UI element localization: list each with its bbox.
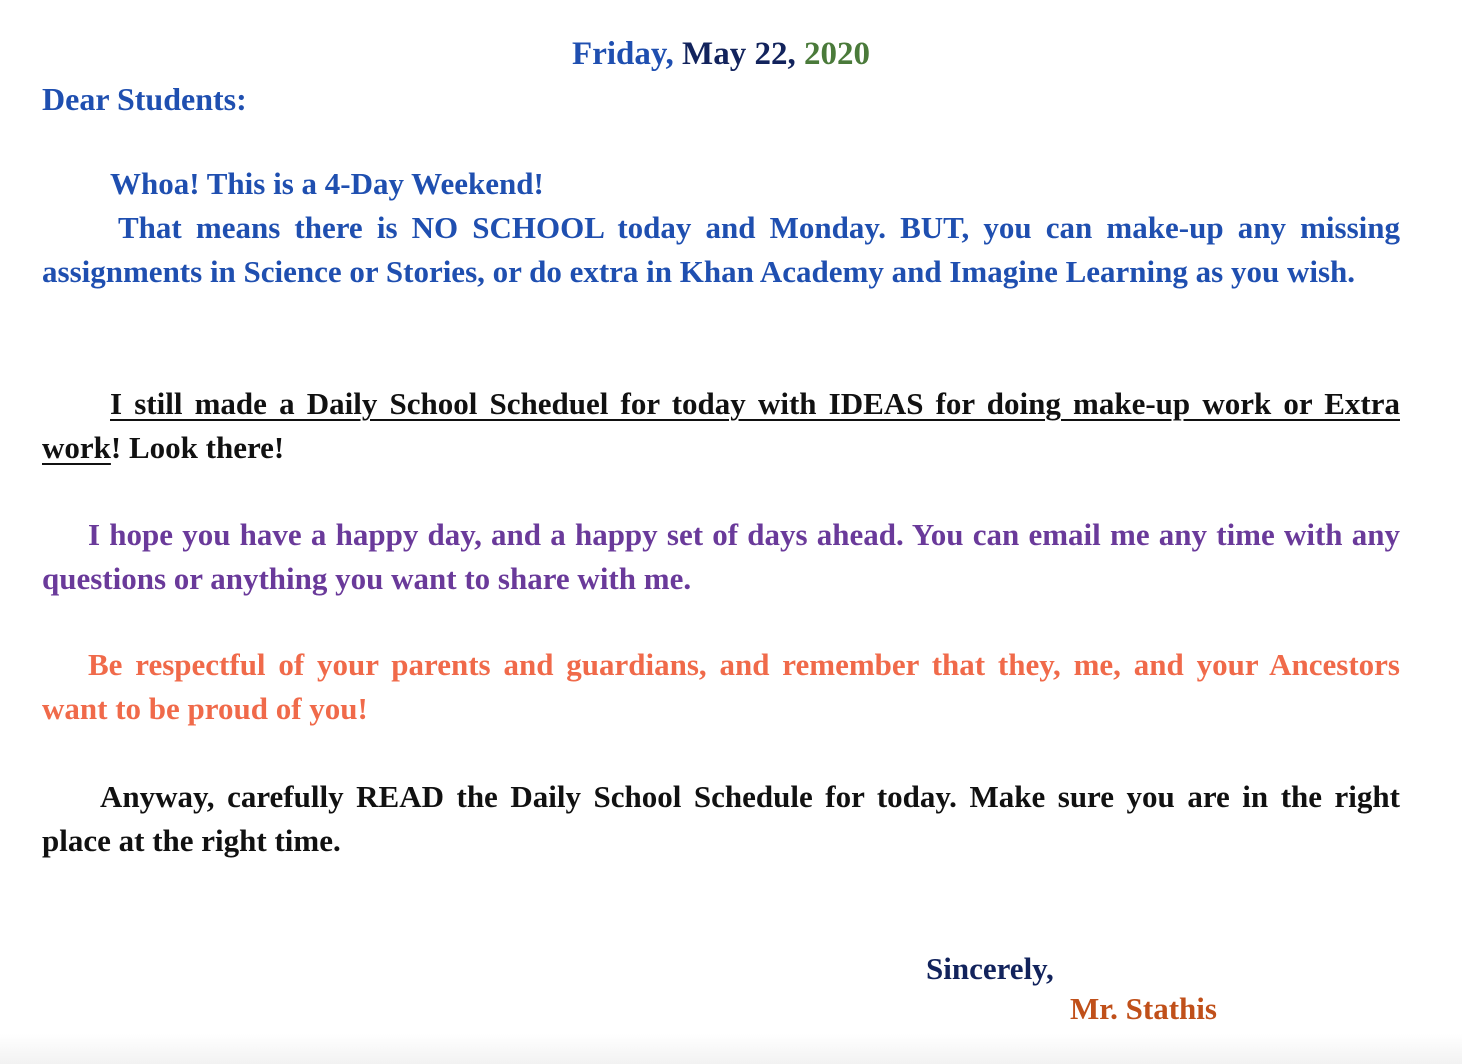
read-schedule-paragraph: Anyway, carefully READ the Daily School Schedule for today. Make sure you are in the right place at the right time. [42, 779, 1400, 858]
date-year: 2020 [803, 36, 870, 72]
schedule-underlined-text: I still made a Daily School Scheduel for today with IDEAS for doing make-up work or Extra work [42, 386, 1400, 465]
date-month-day: May 22, [673, 36, 804, 72]
no-school-paragraph: That means there is NO SCHOOL today and Monday. BUT, you can make-up any missing assignments in Science or Stories, or do extra in Khan Academy and Imagine Learning as you wish. [42, 210, 1400, 289]
schedule-rest-text: ! Look there! [110, 430, 285, 465]
signature: Mr. Stathis [1070, 991, 1217, 1026]
date-day: Friday [572, 36, 666, 72]
weekend-title: Whoa! This is a 4-Day Weekend! [110, 166, 544, 201]
schedule-paragraph [42, 382, 1400, 470]
salutation: Dear Students: [42, 81, 247, 117]
respect-paragraph: Be respectful of your parents and guardians, and remember that they, me, and your Ancestors want to be proud of you! [42, 647, 1400, 726]
letter-date [0, 33, 1442, 75]
happy-day-paragraph: I hope you have a happy day, and a happy set of days ahead. You can email me any time with any questions or anything you want to share with me. [42, 517, 1400, 596]
bottom-fade [0, 1034, 1462, 1064]
closing: Sincerely, [926, 951, 1054, 986]
date-comma: , [665, 36, 674, 72]
